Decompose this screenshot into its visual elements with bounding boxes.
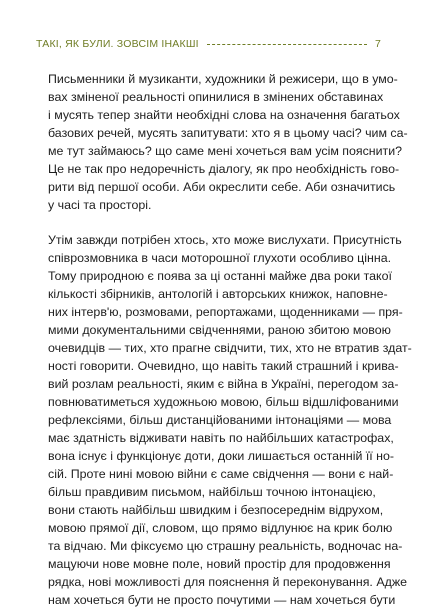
text-line: них інтерв'ю, розмовами, репортажами, щоденниками — пря- — [48, 305, 403, 319]
paragraph — [48, 70, 408, 214]
text-line: та відчаю. Ми фіксуємо цю страшну реальність, водночас на- — [48, 539, 403, 553]
text-line: нам хочеться бути не просто почутими — нам хочеться бути — [48, 593, 396, 607]
text-line: Письменники й музиканти, художники й режисери, що в умо- — [48, 72, 398, 86]
text-line: у часі та просторі. — [48, 198, 152, 212]
text-line: Це не так про недоречність діалогу, як про необхідність гово- — [48, 162, 400, 176]
text-line: мацуючи нове мовне поле, новий простір для продовження — [48, 557, 391, 571]
text-line: кількості збірників, антологій і авторських книжок, наповне- — [48, 287, 388, 301]
text-line: ме тут займаюсь? що саме мені хочеться вам усім пояснити? — [48, 144, 403, 158]
text-line: повнюватиметься художньою мовою, більш відшліфованими — [48, 395, 399, 409]
text-line: вони стають найбільш швидким і безпосереднім відрухом, — [48, 503, 384, 517]
body-text — [48, 70, 412, 609]
text-line: ності говорити. Очевидно, що навіть такий страшний і крива- — [48, 359, 399, 373]
text-line: Утім завжди потрібен хтось, хто може вислухати. Присутність — [48, 233, 402, 247]
text-line: співрозмовника в часи моторошної глухоти особливо цінна. — [48, 251, 392, 265]
text-line: більш правдивим письмом, найбільш точною інтонацією, — [48, 485, 376, 499]
text-line: Тому природною є поява за ці останні майже два роки такої — [48, 269, 392, 283]
header-dashed-rule — [207, 44, 367, 45]
text-line: вах зміненої реальності опинилися в змінених обставинах — [48, 90, 384, 104]
text-line: рядка, нові можливості для пояснення й переконування. Адже — [48, 575, 407, 589]
text-line: мими документальними свідченнями, раною збитою мовою — [48, 323, 391, 337]
text-line: сій. Проте нині мовою війни є саме свідчення — вони є най- — [48, 467, 394, 481]
text-line: мовою прямої дії, словом, що прямо відлунює на крик болю — [48, 521, 393, 535]
text-line: базових речей, мусять запитувати: хто я в цьому часі? чим са- — [48, 126, 408, 140]
paragraph — [48, 231, 412, 609]
text-line: і мусять тепер знайти необхідні слова на означення багатьох — [48, 108, 400, 122]
running-title: ТАКІ, ЯК БУЛИ. ЗОВСІМ ІНАКШІ — [36, 38, 199, 50]
text-line: рити від першої особи. Аби окреслити себе. Аби означитись — [48, 180, 396, 194]
page-number: 7 — [374, 38, 381, 50]
text-line: вий розлам реальності, яким є війна в Україні, перегодом за- — [48, 377, 399, 391]
text-line: очевидців — тих, хто прагне свідчити, тих, хто не втратив здат- — [48, 341, 412, 355]
paragraph-gap — [48, 214, 371, 231]
running-header — [36, 38, 381, 50]
text-line: має здатність відживати навіть по найбільших катастрофах, — [48, 431, 394, 445]
text-line: вона існує і функціонує доти, доки лишається останній її но- — [48, 449, 395, 463]
text-line: рефлексіями, більш дистанційованими інтонаціями — мова — [48, 413, 392, 427]
